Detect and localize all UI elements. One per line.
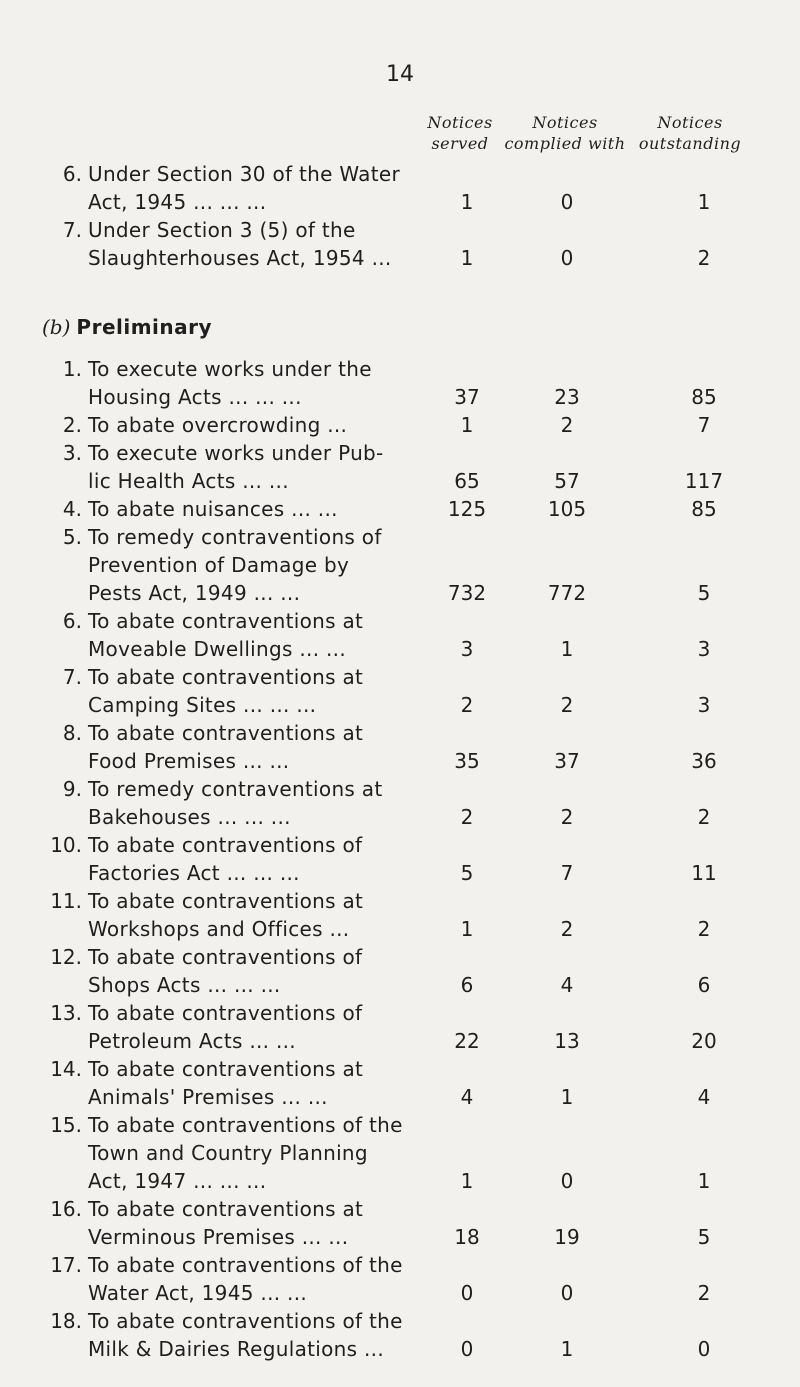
complied-value: 0 [560,246,574,270]
complied-value: 19 [554,1225,580,1249]
outstanding-value: 11 [691,861,717,885]
description-line: Pests Act, 1949 ... ... [88,581,301,605]
complied-value: 23 [554,385,580,409]
row-description [88,1251,458,1307]
served-value: 0 [460,1281,474,1305]
table-row [0,1195,800,1251]
served-value: 65 [454,469,480,493]
description-line: Prevention of Damage by [88,553,350,577]
table-row [0,719,800,775]
table-row [0,523,800,607]
served-value: 35 [454,749,480,773]
served-value: 732 [447,581,487,605]
row-number: 3. [62,441,82,465]
row-number: 5. [62,525,82,549]
row-number: 18. [50,1309,82,1333]
row-number: 9. [62,777,82,801]
table-row [0,999,800,1055]
complied-value: 2 [560,693,574,717]
outstanding-value: 117 [684,469,724,493]
section-heading [42,315,212,339]
complied-value: 1 [560,637,574,661]
row-description [88,355,458,411]
served-value: 1 [460,917,474,941]
served-value: 2 [460,693,474,717]
row-description [88,1111,458,1195]
served-value: 1 [460,246,474,270]
table-row [0,1251,800,1307]
served-value: 1 [460,1169,474,1193]
complied-value: 1 [560,1085,574,1109]
complied-value: 4 [560,973,574,997]
complied-value: 0 [560,1281,574,1305]
table-row [0,1055,800,1111]
table-row [0,607,800,663]
outstanding-value: 0 [697,1337,711,1361]
outstanding-value: 7 [697,413,711,437]
row-description [88,831,458,887]
row-number: 2. [62,413,82,437]
description-line: Verminous Premises ... ... [88,1225,349,1249]
outstanding-value: 6 [697,973,711,997]
row-number: 6. [62,609,82,633]
description-line: To remedy contraventions at [88,777,383,801]
description-line: To remedy contraventions of [88,525,382,549]
description-line: Act, 1947 ... ... ... [88,1169,267,1193]
description-line: Factories Act ... ... ... [88,861,300,885]
served-value: 1 [460,190,474,214]
outstanding-value: 2 [697,917,711,941]
description-line: To abate contraventions of the [88,1113,403,1137]
table-row [0,495,800,523]
complied-value: 7 [560,861,574,885]
served-value: 1 [460,413,474,437]
row-description [88,663,458,719]
complied-value: 37 [554,749,580,773]
description-line: Bakehouses ... ... ... [88,805,291,829]
served-value: 22 [454,1029,480,1053]
table-row [0,663,800,719]
description-line: Housing Acts ... ... ... [88,385,302,409]
served-value: 4 [460,1085,474,1109]
description-line: Milk & Dairies Regulations ... [88,1337,384,1361]
row-number: 10. [50,833,82,857]
complied-value: 2 [560,413,574,437]
row-number: 1. [62,357,82,381]
row-description [88,1307,458,1363]
description-line: Slaughterhouses Act, 1954 ... [88,246,392,270]
description-line: To abate contraventions at [88,1057,364,1081]
row-description [88,439,458,495]
description-line: To abate nuisances ... ... [88,497,338,521]
column-header-outstanding: Notices outstanding [638,113,742,153]
column-header-complied: Notices complied with [504,113,626,153]
outstanding-value: 2 [697,246,711,270]
column-headers [0,112,800,158]
outstanding-value: 85 [691,497,717,521]
table-row [0,831,800,887]
outstanding-value: 1 [697,190,711,214]
table-row [0,439,800,495]
row-number: 6. [62,162,82,186]
complied-value: 1 [560,1337,574,1361]
row-description [88,775,458,831]
description-line: To abate overcrowding ... [88,413,348,437]
served-value: 125 [447,497,487,521]
outstanding-value: 5 [697,581,711,605]
complied-value: 57 [554,469,580,493]
served-value: 6 [460,973,474,997]
section-letter: (b) [42,315,71,339]
description-line: To abate contraventions at [88,721,364,745]
description-line: Petroleum Acts ... ... [88,1029,296,1053]
table-row [0,887,800,943]
row-description [88,216,458,272]
description-line: Under Section 3 (5) of the [88,218,356,242]
column-header-served: Notices served [427,113,493,153]
outstanding-value: 3 [697,693,711,717]
description-line: Food Premises ... ... [88,749,290,773]
outstanding-value: 2 [697,805,711,829]
outstanding-value: 2 [697,1281,711,1305]
row-number: 15. [50,1113,82,1137]
row-description [88,523,458,607]
served-value: 37 [454,385,480,409]
complied-value: 772 [547,581,587,605]
outstanding-value: 36 [691,749,717,773]
table-row [0,1111,800,1195]
description-line: To abate contraventions of [88,945,363,969]
complied-value: 2 [560,805,574,829]
row-number: 12. [50,945,82,969]
description-line: Act, 1945 ... ... ... [88,190,267,214]
outstanding-value: 20 [691,1029,717,1053]
row-description [88,719,458,775]
description-line: Town and Country Planning [88,1141,368,1165]
description-line: Under Section 30 of the Water [88,162,401,186]
section-title: Preliminary [76,315,213,339]
row-number: 11. [50,889,82,913]
description-line: Shops Acts ... ... ... [88,973,281,997]
outstanding-value: 4 [697,1085,711,1109]
description-line: To execute works under the [88,357,372,381]
row-number: 8. [62,721,82,745]
description-line: Moveable Dwellings ... ... [88,637,346,661]
row-description [88,943,458,999]
description-line: To abate contraventions of [88,1001,363,1025]
outstanding-value: 1 [697,1169,711,1193]
served-value: 3 [460,637,474,661]
table-row [0,943,800,999]
row-description [88,607,458,663]
description-line: Animals' Premises ... ... [88,1085,328,1109]
row-number: 7. [62,218,82,242]
description-line: To abate contraventions at [88,609,364,633]
complied-value: 2 [560,917,574,941]
table-row [0,775,800,831]
description-line: Workshops and Offices ... [88,917,350,941]
table-row [0,355,800,411]
served-value: 5 [460,861,474,885]
row-number: 7. [62,665,82,689]
row-description [88,411,458,439]
table-row [0,1307,800,1363]
description-line: To abate contraventions of [88,833,363,857]
row-description [88,1195,458,1251]
description-line: To abate contraventions of the [88,1253,403,1277]
page-number: 14 [386,62,414,87]
row-number: 17. [50,1253,82,1277]
row-description [88,999,458,1055]
row-description [88,1055,458,1111]
served-value: 2 [460,805,474,829]
complied-value: 0 [560,190,574,214]
complied-value: 0 [560,1169,574,1193]
table-row [0,216,800,272]
table-row [0,160,800,216]
description-line: To execute works under Pub- [88,441,384,465]
description-line: To abate contraventions at [88,665,364,689]
outstanding-value: 5 [697,1225,711,1249]
row-number: 14. [50,1057,82,1081]
row-description [88,495,458,523]
served-value: 18 [454,1225,480,1249]
row-number: 13. [50,1001,82,1025]
description-line: Camping Sites ... ... ... [88,693,317,717]
description-line: To abate contraventions at [88,889,364,913]
table-row [0,411,800,439]
description-line: lic Health Acts ... ... [88,469,289,493]
row-description [88,887,458,943]
row-number: 4. [62,497,82,521]
complied-value: 13 [554,1029,580,1053]
description-line: To abate contraventions of the [88,1309,403,1333]
outstanding-value: 3 [697,637,711,661]
row-number: 16. [50,1197,82,1221]
complied-value: 105 [547,497,587,521]
outstanding-value: 85 [691,385,717,409]
description-line: Water Act, 1945 ... ... [88,1281,308,1305]
description-line: To abate contraventions at [88,1197,364,1221]
row-description [88,160,458,216]
served-value: 0 [460,1337,474,1361]
